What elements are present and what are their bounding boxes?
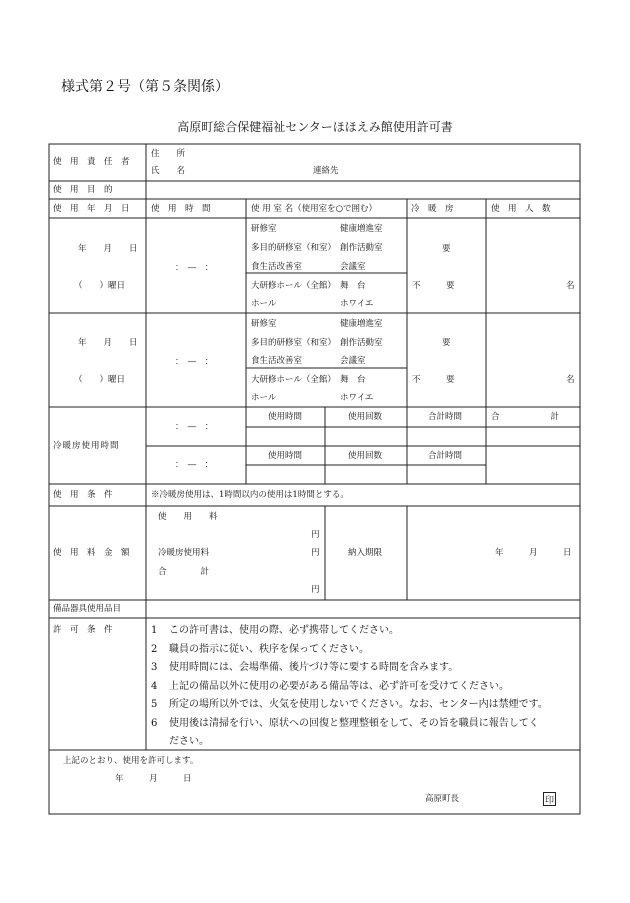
room-list-item: 多目的研修室（和室） [251, 243, 337, 253]
hvac-total-time-2: 合計時間 [428, 451, 463, 461]
permit-condition-item: 1 この許可書は、使用の際、必ず携帯してください。 [151, 625, 399, 636]
conditions-note: ※冷暖房使用は、1時間以内の使用は1時間とする。 [151, 490, 349, 500]
hvac-usage-time-1: 使用時間 [268, 412, 303, 422]
room-list-item: 大研修ホール（全館） [251, 281, 336, 291]
room-list-item: 舞 台 [340, 375, 366, 385]
room-list-item: 健康増進室 [340, 319, 383, 329]
room-list-item: ホワイエ [340, 393, 374, 403]
block1-date: 年 月 日 [78, 244, 138, 254]
room-list-item: 舞 台 [340, 281, 366, 291]
room-list-item: 創作活動室 [340, 338, 383, 348]
label-address: 住 所 [151, 149, 186, 159]
hvac-time-1: ： ― ： [175, 422, 214, 432]
block1-weekday: （ ）曜日 [74, 281, 126, 291]
permit-condition-item: 4 上記の備品以外に使用の必要がある備品等は、必ず許可を受けてください。 [151, 681, 509, 692]
permit-condition-item: 5 所定の場所以外では、火気を使用しないでください。なお、センター内は禁煙です。 [151, 699, 548, 710]
room-list-item: 食生活改善室 [251, 356, 303, 366]
fee-yen-2: 円 [311, 548, 320, 558]
room-list-item: 多目的研修室（和室） [251, 338, 337, 348]
label-hvac-time: 冷暖房使用時間 [53, 441, 120, 451]
fee-usage-fee: 使 用 料 [158, 512, 218, 522]
label-user-responsible: 使 用 責 任 者 [53, 157, 130, 167]
form-title: 高原町総合保健福祉センターほほえみ館使用許可書 [177, 120, 453, 134]
block2-time: ： ― ： [175, 357, 214, 367]
room-list-item: ホール [251, 393, 277, 403]
header-date: 使 用 年 月 日 [53, 204, 130, 214]
room-list-item: ホワイエ [340, 299, 374, 309]
fee-hvac: 冷暖房使用料 [158, 548, 210, 558]
room-list-item: 研修室 [251, 319, 277, 329]
hvac-usage-time-2: 使用時間 [268, 451, 303, 461]
room-list-item: 研修室 [251, 224, 277, 234]
label-purpose: 使 用 目 的 [53, 185, 113, 195]
block2-heating-not-required: 不 要 [412, 375, 455, 385]
fee-yen-3: 円 [311, 585, 320, 595]
fee-total: 合 計 [158, 567, 210, 577]
room-list-item: 会議室 [340, 262, 366, 272]
label-equipment: 備品器具使用品目 [53, 604, 122, 614]
seal-mark: 印 [544, 795, 554, 806]
header-heating: 冷 暖 房 [411, 204, 454, 214]
header-time: 使 用 時 間 [151, 204, 211, 214]
room-list-item: 大研修ホール（全館） [251, 375, 336, 385]
room-list-item: ホール [251, 299, 277, 309]
fee-payment-deadline: 納入期限 [348, 548, 383, 558]
permit-condition-item: 2 職員の指示に従い、秩序を保ってください。 [151, 644, 369, 655]
block1-heating-not-required: 不 要 [412, 281, 455, 291]
block1-time: ： ― ： [175, 263, 214, 273]
label-contact: 連絡先 [313, 166, 339, 176]
room-list-item: 会議室 [340, 356, 366, 366]
hvac-grand-total: 合 計 [491, 412, 560, 422]
hvac-total-time-1: 合計時間 [428, 412, 463, 422]
block2-heating-required: 要 [442, 338, 451, 348]
header-people: 使 用 人 数 [491, 204, 551, 214]
label-conditions: 使 用 条 件 [53, 490, 113, 500]
footer-date: 年 月 日 [115, 774, 192, 784]
block1-people-unit: 名 [566, 281, 575, 291]
permit-condition-item-cont: ださい。 [169, 736, 209, 747]
room-list-item: 創作活動室 [340, 243, 383, 253]
footer-mayor: 高原町長 [425, 794, 460, 804]
hvac-time-2: ： ― ： [175, 460, 214, 470]
label-name: 氏 名 [151, 166, 186, 176]
block2-date: 年 月 日 [78, 338, 138, 348]
fee-yen-1: 円 [311, 530, 320, 540]
label-permit-conditions: 許 可 条 件 [53, 625, 113, 635]
footer-statement: 上記のとおり、使用を許可します。 [63, 756, 199, 766]
block2-weekday: （ ）曜日 [74, 375, 126, 385]
seal-box [543, 792, 556, 806]
block2-people-unit: 名 [566, 375, 575, 385]
permit-condition-item: 3 使用時間には、会場準備、後片づけ等に要する時間を含みます。 [151, 662, 459, 673]
block1-heating-required: 要 [442, 244, 451, 254]
form-number: 様式第２号（第５条関係） [61, 79, 229, 95]
fee-deadline-date: 年 月 日 [495, 548, 572, 558]
label-fee: 使 用 料 金 額 [53, 548, 130, 558]
header-room: 使 用 室 名（使用室を○で囲む） [251, 204, 378, 214]
permit-condition-item: 6 使用後は清掃を行い、原状への回復と整理整頓をして、その旨を職員に報告してく [151, 718, 539, 729]
hvac-usage-count-2: 使用回数 [348, 451, 383, 461]
room-list-item: 食生活改善室 [251, 262, 303, 272]
room-list-item: 健康増進室 [340, 224, 383, 234]
hvac-usage-count-1: 使用回数 [348, 412, 383, 422]
